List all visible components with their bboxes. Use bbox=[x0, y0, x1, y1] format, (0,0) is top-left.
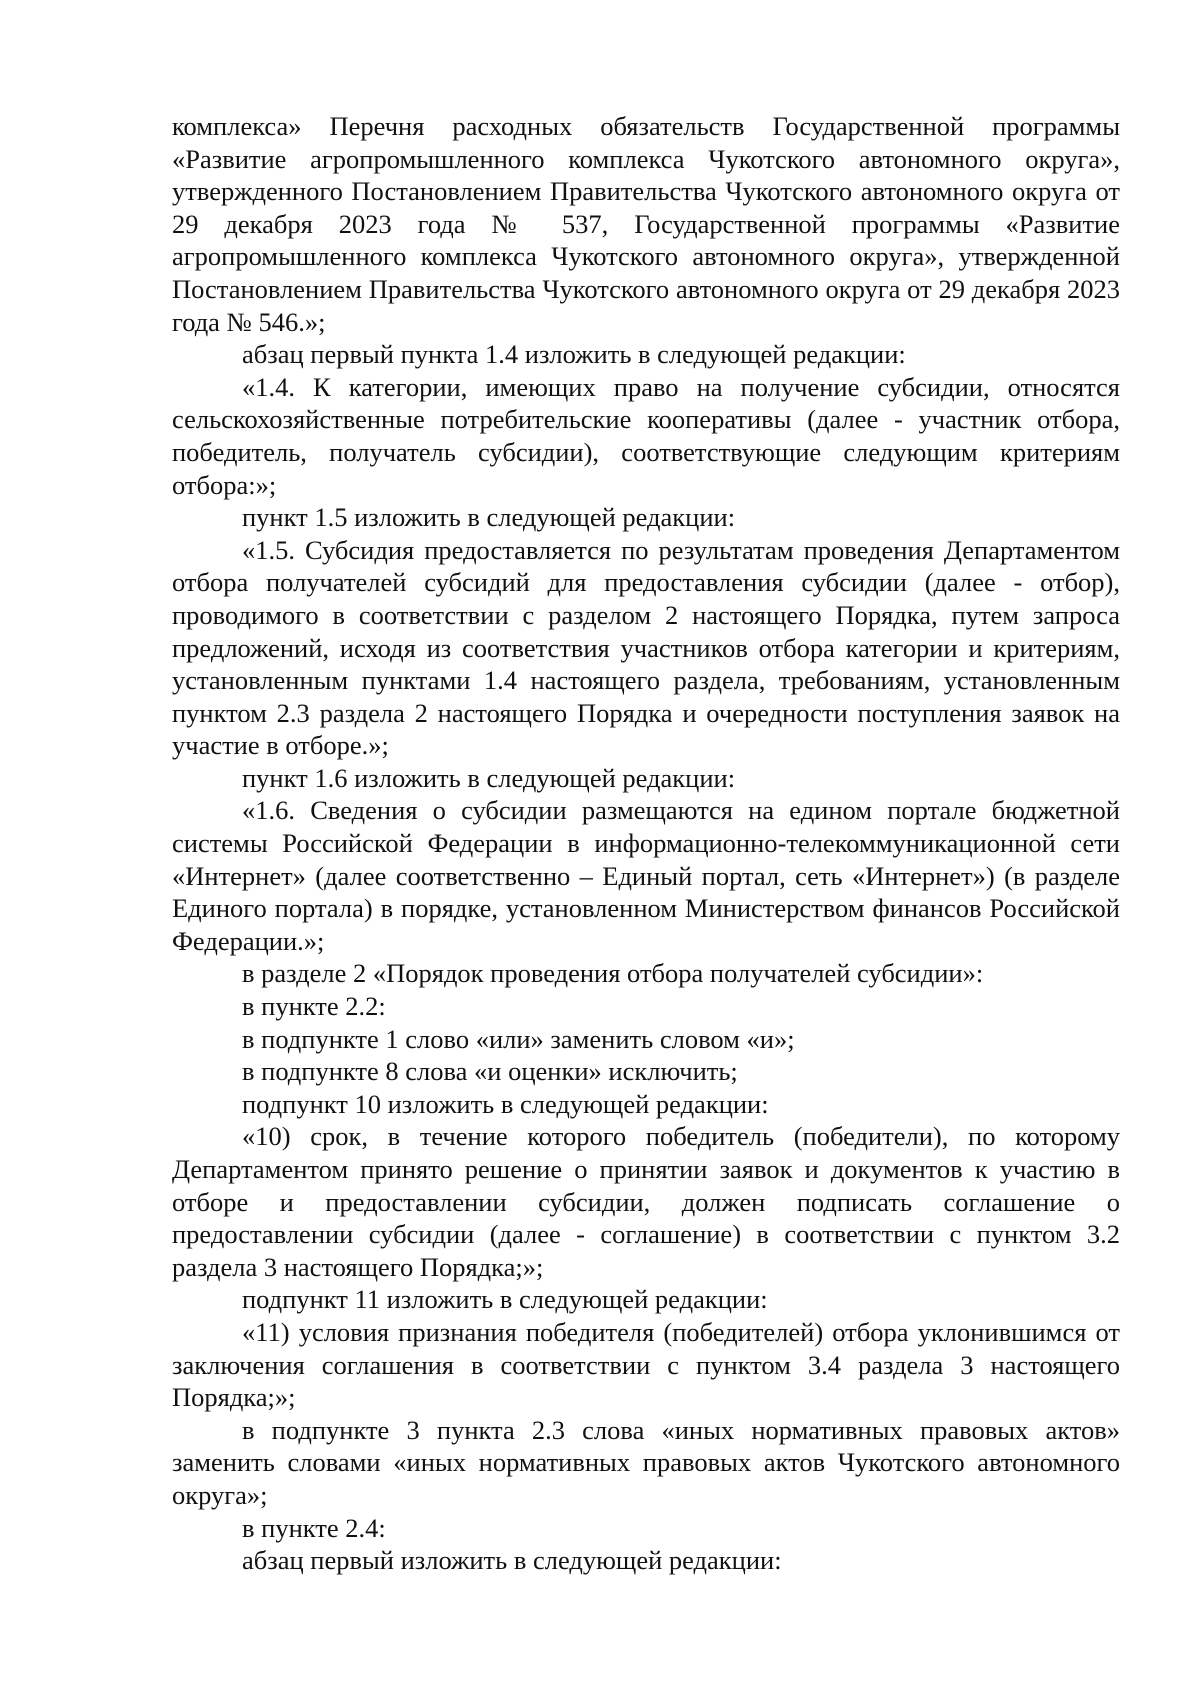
paragraph: пункт 1.5 изложить в следующей редакции: bbox=[242, 502, 736, 533]
paragraph: абзац первый изложить в следующей редакции: bbox=[242, 1545, 782, 1576]
paragraph: «1.4. К категории, имеющих право на получение субсидии, относятся сельскохозяйственные потребительские кооперативы (далее - участник отбора, победитель, получатель субсидии), соответствующие следующим критериям отбора:»; bbox=[172, 371, 1120, 500]
paragraph: в подпункте 3 пункта 2.3 слова «иных нормативных правовых актов» заменить словами «иных нормативных правовых актов Чукотского автономного округа»; bbox=[172, 1414, 1120, 1510]
paragraph: «1.5. Субсидия предоставляется по результатам проведения Департаментом отбора получателей субсидий для предоставления субсидии (далее - отбор), проводимого в соответствии с разделом 2 настоящего Порядка, путем запроса предложений, исходя из соответствия участников отбора категории и критериям, установленным пунктами 1.4 настоящего раздела, требованиям, установленным пунктом 2.3 раздела 2 настоящего Порядка и очередности поступления заявок на участие в отборе.»; bbox=[172, 534, 1120, 761]
paragraph: «11) условия признания победителя (победителей) отбора уклонившимся от заключения соглашения в соответствии с пунктом 3.4 раздела 3 настоящего Порядка;»; bbox=[172, 1316, 1120, 1413]
paragraph: в подпункте 8 слова «и оценки» исключить; bbox=[242, 1056, 738, 1087]
document-body bbox=[172, 110, 1120, 1577]
paragraph: в пункте 2.4: bbox=[242, 1512, 386, 1543]
paragraph: «1.6. Сведения о субсидии размещаются на едином портале бюджетной системы Российской Федерации в информационно-телекоммуникационной сети «Интернет» (далее соответственно – Единый портал, сеть «Интернет») (в разделе Единого портала) в порядке, установленном Министерством финансов Российской Федерации.»; bbox=[172, 795, 1120, 956]
paragraph: в разделе 2 «Порядок проведения отбора получателей субсидии»: bbox=[242, 958, 984, 989]
paragraph: подпункт 11 изложить в следующей редакции: bbox=[242, 1284, 768, 1315]
paragraph: комплекса» Перечня расходных обязательств Государственной программы «Развитие агропромышленного комплекса Чукотского автономного округа», утвержденного Постановлением Правительства Чукотского автономного округа от 29 декабря 2023 года № 537, Государственной программы «Развитие агропромышленного комплекса Чукотского автономного округа», утвержденной Постановлением Правительства Чукотского автономного округа от 29 декабря 2023 года № 546.»; bbox=[172, 111, 1120, 337]
paragraph: абзац первый пункта 1.4 изложить в следующей редакции: bbox=[242, 339, 906, 370]
paragraph: «10) срок, в течение которого победитель (победители), по которому Департаментом принято решение о принятии заявок и документов к участию в отборе и предоставлении субсидии, должен подписать соглашение о предоставлении субсидии (далее - соглашение) в соответствии с пунктом 3.2 раздела 3 настоящего Порядка;»; bbox=[172, 1121, 1120, 1282]
paragraph: в пункте 2.2: bbox=[242, 991, 386, 1022]
paragraph: в подпункте 1 слово «или» заменить словом «и»; bbox=[242, 1023, 795, 1054]
paragraph: пункт 1.6 изложить в следующей редакции: bbox=[242, 762, 736, 793]
paragraph: подпункт 10 изложить в следующей редакции: bbox=[242, 1088, 769, 1119]
